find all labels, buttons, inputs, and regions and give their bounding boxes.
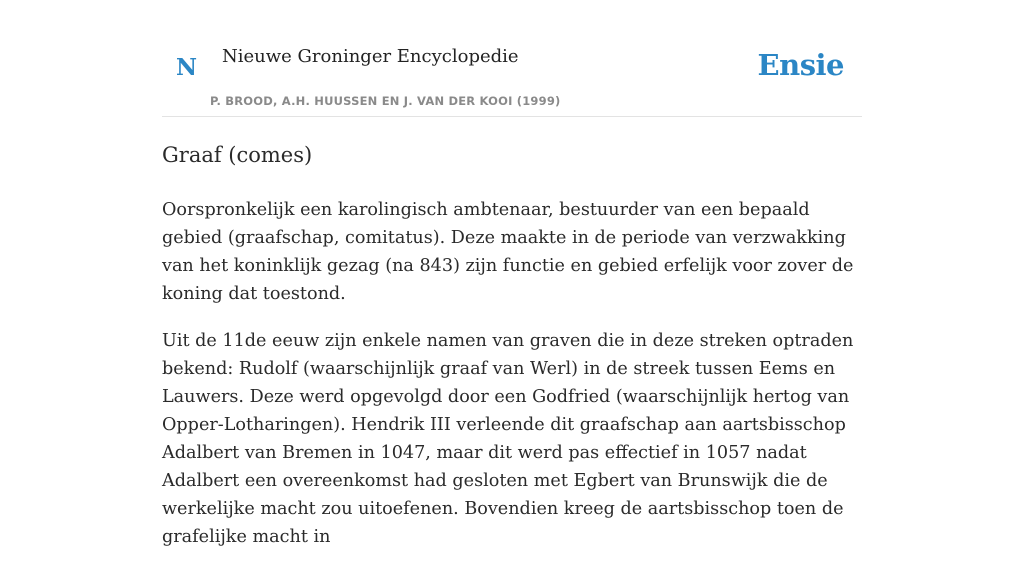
ensie-brand-logo[interactable]: Ensie — [757, 48, 844, 82]
authors-line: P. BROOD, A.H. HUUSSEN EN J. VAN DER KOOI (1999) — [210, 94, 561, 108]
article-paragraph-1: Oorspronkelijk een karolingisch ambtenaar, bestuurder van een bepaald gebied (graafschap, comitatus). Deze maakte in de periode van verzwakking van het koninklijk gezag (na 843) zijn functie en gebied erfelijk voor zover de koning dat toestond. — [162, 200, 854, 304]
article — [162, 138, 862, 570]
encyclopedia-title-link[interactable]: Nieuwe Groninger Encyclopedie — [222, 46, 519, 67]
header — [162, 0, 862, 117]
article-paragraph-2: Uit de 11de eeuw zijn enkele namen van graven die in deze streken optraden bekend: Rudolf (waarschijnlijk graaf van Werl) in de streek tussen Eems en Lauwers. Deze werd opgevolgd door een Godfried (waarschijnlijk hertog van Opper-Lotharingen). Hendrik III verleende dit graafschap aan aartsbisschop Adalbert van Bremen in 1047, maar dit werd pas effectief in 1057 nadat Adalbert een overeenkomst had gesloten met Egbert van Brunswijk die de werkelijke macht zou uitoefenen. Bovendien kreeg de aartsbisschop toen de grafelijke macht in — [162, 331, 854, 547]
encyclopedia-logo[interactable]: N — [176, 54, 198, 81]
article-title: Graaf (comes) — [162, 143, 313, 167]
